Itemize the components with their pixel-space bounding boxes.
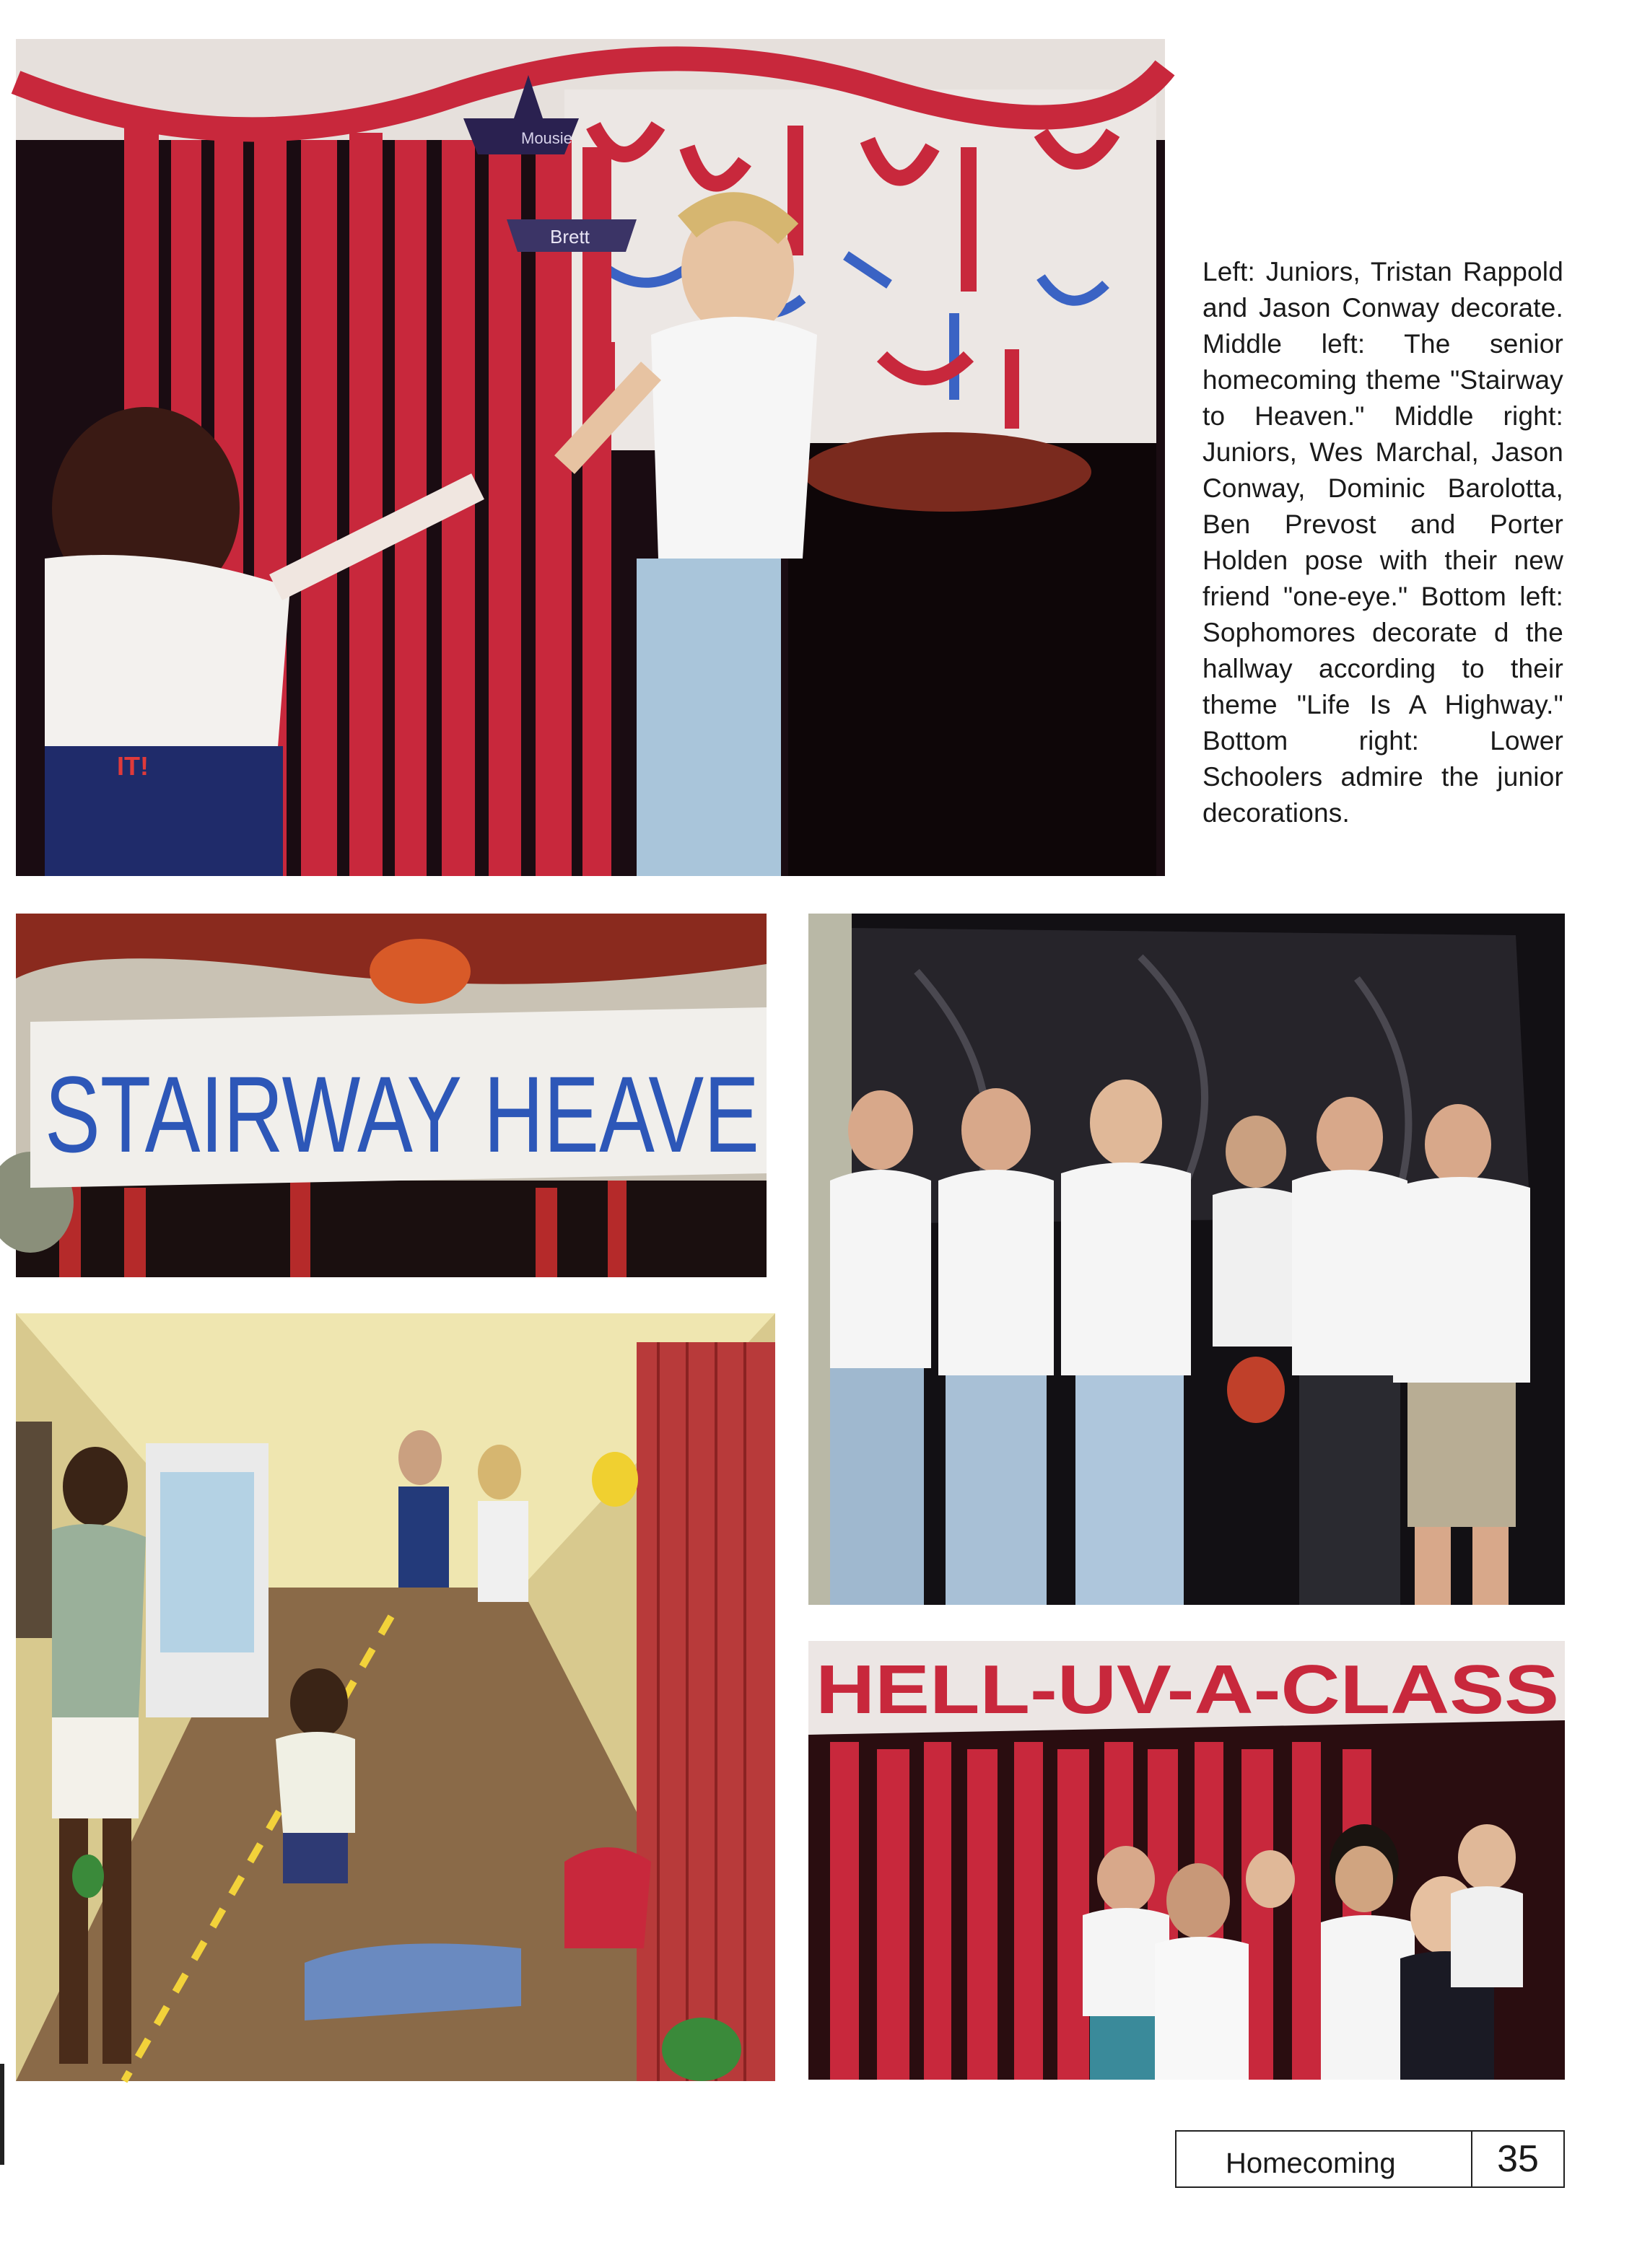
nametag-left-text: Mousie	[521, 129, 572, 147]
photo-juniors-decorating	[16, 39, 1165, 876]
section-title: Homecoming	[1226, 2147, 1396, 2179]
photo-juniors-posing	[808, 914, 1565, 1605]
page-folio	[1175, 2130, 1565, 2188]
page-edge-mark	[0, 2064, 4, 2165]
class-banner-text: HELL-UV-A-CLASS	[816, 1651, 1559, 1728]
nametag-right-text: Brett	[550, 226, 590, 248]
page-number: 35	[1471, 2130, 1565, 2188]
photo-senior-theme-banner	[16, 914, 767, 1277]
photo-caption: Left: Juniors, Tristan Rappold and Jason Conway decorate. Middle left: The senior homecoming theme "Stairway to Heaven." Middle right: Juniors, Wes Marchal, Jason Conway, Dominic Barolotta, Ben Prevost and Porter Holden pose with their new friend "one-eye." Bottom left: Sophomores decorate d the hallway according to their theme "Life Is A Highway." Bottom right: Lower Schoolers admire the junior decorations.	[1202, 257, 1563, 828]
shirt-text: IT!	[117, 751, 149, 781]
photo-sophomore-hallway	[16, 1313, 775, 2081]
photo-lower-schoolers	[808, 1641, 1565, 2080]
stairway-banner-text: STAIRWAY HEAVE	[45, 1054, 759, 1175]
